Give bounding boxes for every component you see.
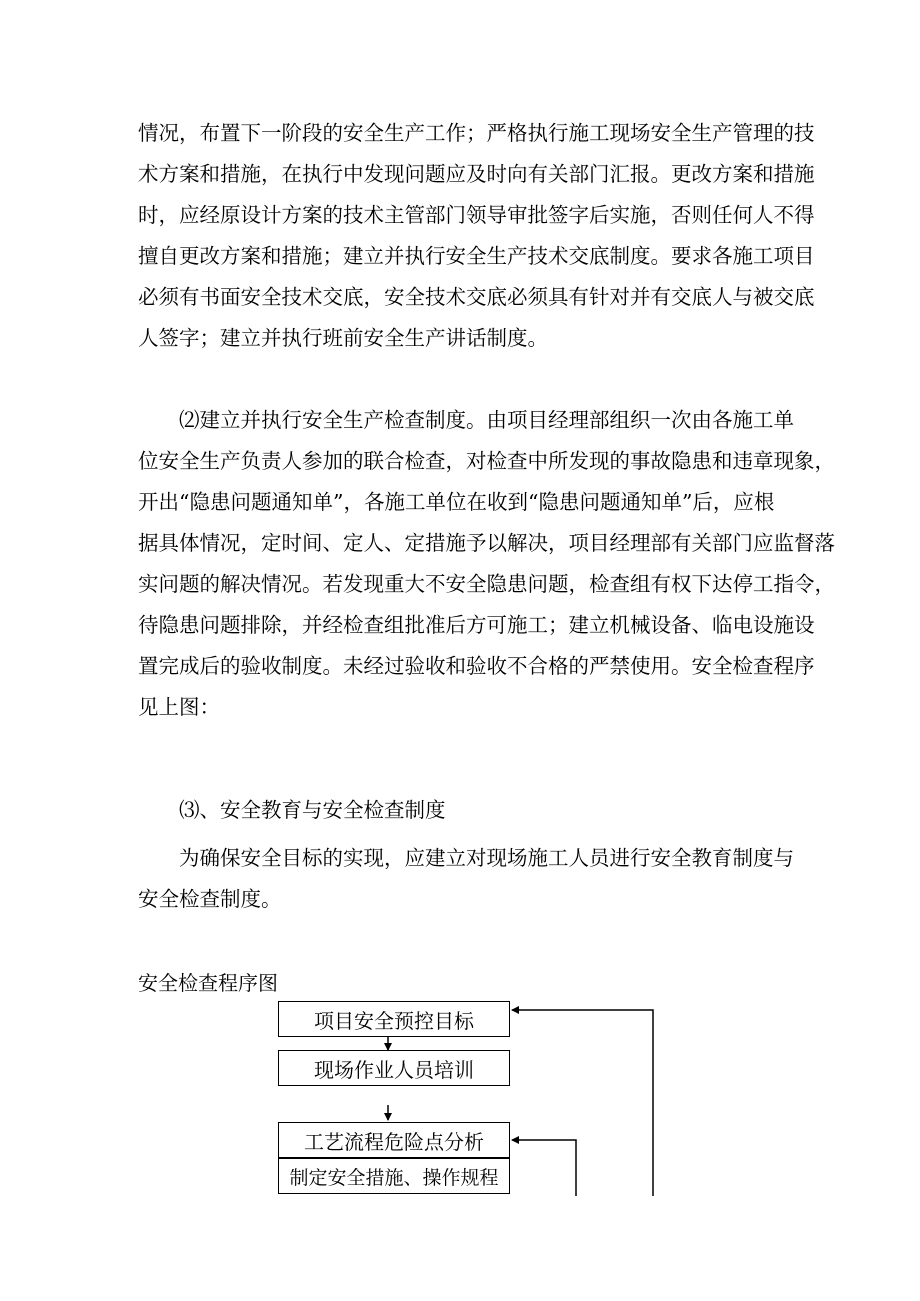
feedback-arrow-outer <box>512 1010 653 1196</box>
text-line: 时，应经原设计方案的技术主管部门领导审批签字后实施，否则任何人不得 <box>138 203 815 227</box>
section-heading <box>138 790 788 831</box>
feedback-arrow-inner <box>512 1140 576 1196</box>
text-line: ⑵建立并执行安全生产检查制度。由项目经理部组织一次由各施工单 <box>179 408 794 432</box>
flow-step-3: 工艺流程危险点分析 <box>278 1122 510 1158</box>
flow-step-1: 项目安全预控目标 <box>278 1001 510 1037</box>
text-line: ⑶、安全教育与安全检查制度 <box>179 798 446 822</box>
text-line: 术方案和措施，在执行中发现问题应及时向有关部门汇报。更改方案和措施 <box>138 162 815 186</box>
flowchart-title: 安全检查程序图 <box>138 971 278 995</box>
text-line: 擅自更改方案和措施；建立并执行安全生产技术交底制度。要求各施工项目 <box>138 244 815 268</box>
text-line: 情况，布置下一阶段的安全生产工作；严格执行施工现场安全生产管理的技 <box>138 121 815 145</box>
text-line: 开出“隐患问题通知单”，各施工单位在收到“隐患问题通知单”后，应根 <box>138 490 775 514</box>
text-line: 为确保安全目标的实现，应建立对现场施工人员进行安全教育制度与 <box>179 846 794 870</box>
paragraph-1 <box>138 113 815 359</box>
text-line: 置完成后的验收制度。未经过验收和验收不合格的严禁使用。安全检查程序 <box>138 654 815 678</box>
text-line: 见上图： <box>138 695 220 719</box>
paragraph-4 <box>138 838 794 920</box>
paragraph-2 <box>138 400 835 728</box>
text-line: 安全检查制度。 <box>138 887 282 911</box>
flow-step-4: 制定安全措施、操作规程 <box>278 1158 510 1194</box>
text-line: 人签字；建立并执行班前安全生产讲话制度。 <box>138 326 548 350</box>
flow-step-2: 现场作业人员培训 <box>278 1050 510 1086</box>
text-line: 待隐患问题排除，并经检查组批准后方可施工；建立机械设备、临电设施设 <box>138 613 815 637</box>
text-line: 位安全生产负责人参加的联合检查，对检查中所发现的事故隐患和违章现象， <box>138 449 835 473</box>
text-line: 据具体情况，定时间、定人、定措施予以解决，项目经理部有关部门应监督落 <box>138 531 835 555</box>
text-line: 实问题的解决情况。若发现重大不安全隐患问题，检查组有权下达停工指令， <box>138 572 835 596</box>
text-line: 必须有书面安全技术交底，安全技术交底必须具有针对并有交底人与被交底 <box>138 285 815 309</box>
